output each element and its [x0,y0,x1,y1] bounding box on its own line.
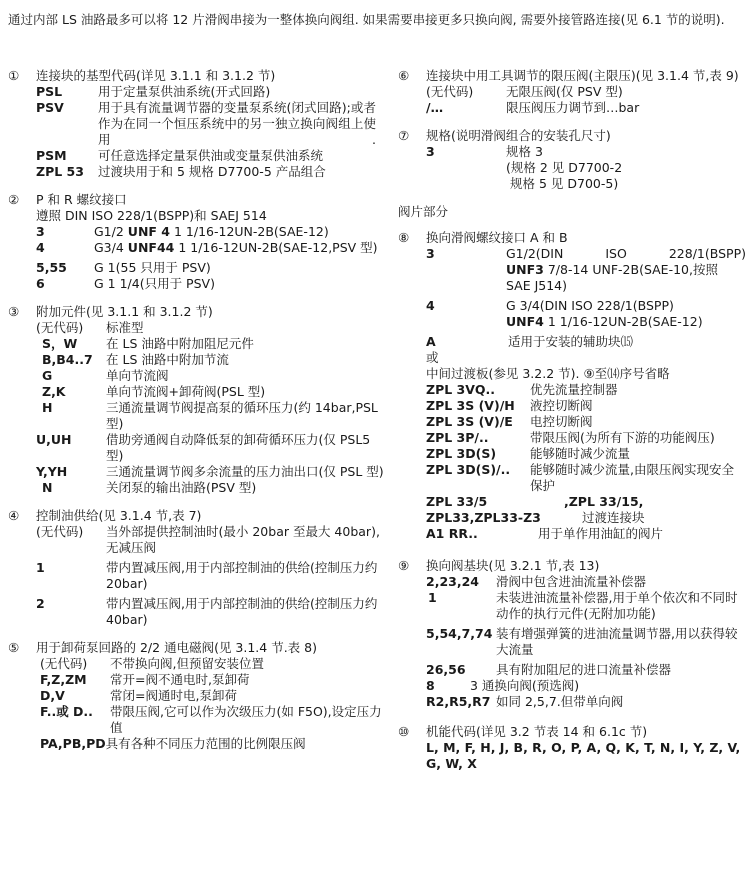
code: ZPL 53 [36,164,84,179]
section-title: 附加元件(见 3.1.1 和 3.1.2 节) [36,304,213,319]
code: ZPL 33/5 [426,494,488,509]
thread-unf: UNF3 [506,262,544,277]
description: 3 通换向阀(预选阀) [470,678,580,693]
description: 关闭泵的输出油路(PSV 型) [106,480,257,495]
code: ZPL 3S (V)/H [426,398,515,413]
code: ZPL 3D(S) [426,446,497,461]
description: 未装进油流量补偿器,用于单个依次和不同时动作的执行元件(无附加功能) [496,590,738,621]
section-title: P 和 R 螺纹接口 [36,192,127,207]
code: 1 [428,590,437,605]
standard-note: 遵照 DIN ISO 228/1(BSPP)和 SAEJ 514 [36,208,267,223]
section-number: ⑩ [398,724,410,739]
code: ZPL 3D(S)/.. [426,462,511,477]
middle-plate-note: 中间过渡板(参见 3.2.2 节). ⑨至⒁序号省略 [426,366,670,381]
section-7 [398,128,746,192]
section-title: 连接块的基型代码(详见 3.1.1 和 3.1.2 节) [36,68,276,83]
right-column [398,68,746,784]
thread-unf: UNF4 [506,314,544,329]
section-1 [8,68,388,180]
code: (无代码) [36,524,84,539]
description: 单向节流阀+卸荷阀(PSL 型) [106,384,266,399]
code: Z,K [42,384,66,399]
code: 4 [36,240,45,255]
section-2 [8,192,388,292]
code: (无代码) [36,320,84,335]
description: 规格 5 见 D700-5) [510,176,619,191]
section-number: ⑦ [398,128,410,143]
description: 优先流量控制器 [530,382,618,397]
code: 3 [36,224,45,239]
code: 8 [426,678,435,693]
code: U,UH [36,432,72,447]
description: 带限压阀,它可以作为次级压力(如 F5O),设定压力值 [110,704,382,735]
intro-paragraph: 通过内部 LS 油路最多可以将 12 片滑阀串接为一整体换向阀组. 如果需要串接更多只换向阀, 需要外接管路连接(见 6.1 节的说明). [8,12,725,27]
code: 6 [36,276,45,291]
code: 3 [426,144,435,159]
code: PA,PB,PD [40,736,106,751]
code: PSV [36,100,64,115]
description: 规格 3 [506,144,543,159]
description: (规格 2 见 D7700-2 [506,160,623,175]
description: 电控切断阀 [530,414,593,429]
thread-g: G 1(55 只用于 PSV) [94,260,211,275]
code: ZPL33,ZPL33-Z3 [426,510,541,525]
section-number: ① [8,68,20,83]
code: F..或 D.. [40,704,93,719]
section-title: 换向阀基块(见 3.2.1 节,表 13) [426,558,600,573]
thread-un: 7/8-14 UNF-2B(SAE-10,按照 SAE J514) [506,262,718,293]
left-column [8,68,388,764]
code: Y,YH [36,464,68,479]
description: 适用于安装的辅助块⒂ [508,334,634,349]
code: 1 [36,560,45,575]
description: 不带换向阀,但预留安装位置 [110,656,264,671]
code: H [42,400,53,415]
code: A [426,334,436,349]
section-number: ⑧ [398,230,410,245]
code: F,Z,ZM [40,672,87,687]
code: 2,23,24 [426,574,479,589]
section-number: ② [8,192,20,207]
code: ZPL 3S (V)/E [426,414,513,429]
description: 限压阀压力调节到…bar [506,100,640,115]
section-number: ⑨ [398,558,410,573]
description: 具有附加阻尼的进口流量补偿器 [496,662,672,677]
code: (无代码) [426,84,474,99]
section-number: ⑥ [398,68,410,83]
description: 用于单作用油缸的阀片 [538,526,664,541]
description: 无限压阀(仅 PSV 型) [506,84,623,99]
description: 在 LS 油路中附加阻尼元件 [106,336,254,351]
section-title: 连接块中用工具调节的限压阀(主限压)(见 3.1.4 节,表 9) [426,68,739,83]
function-codes: L, M, F, H, J, B, R, O, P, A, Q, K, T, N, I, Y, Z, V, G, W, X [426,740,741,771]
thread-un: 1 1/16-12UN-2B(SAE-12) [173,224,329,239]
description: 常闭=阀通时电,泵卸荷 [110,688,237,703]
code: 3 [426,246,435,261]
description: 过渡连接块 [582,510,645,525]
description: 标准型 [106,320,144,335]
description: 带内置减压阀,用于内部控制油的供给(控制压力约 40bar) [106,596,378,627]
code: ZPL 3P/.. [426,430,489,445]
description: 三通流量调节阀提高泵的循环压力(约 14bar,PSL 型) [106,400,378,431]
description: 具有各种不同压力范围的比例限压阀 [105,736,306,751]
section-6 [398,68,746,116]
code: ZPL 3VQ.. [426,382,496,397]
code: S，W [42,336,78,351]
code: 2 [36,596,45,611]
code: 5,54,7,74 [426,626,493,641]
thread-g: G3/4 [94,240,124,255]
section-10 [398,724,746,772]
description: 用于定量泵供油系统(开式回路) [98,84,271,99]
section-title: 控制油供给(见 3.1.4 节,表 7) [36,508,202,523]
description: 能够随时减少流量,由限压阀实现安全保护 [530,462,734,493]
code: R2,R5,R7 [426,694,491,709]
description: 单向节流阀 [106,368,169,383]
thread-g: G1/2 [94,224,124,239]
description: 三通流量调节阀多余流量的压力油出口(仅 PSL 型) [106,464,384,479]
thread-unf: UNF 4 [127,224,170,239]
code: D,V [40,688,65,703]
section-5 [8,640,388,752]
description: 带内置减压阀,用于内部控制油的供给(控制压力约 20bar) [106,560,378,591]
description: 可任意选择定量泵供油或变量泵供油系统 [98,148,324,163]
thread-un: 1 1/16-12UN-2B(SAE-12) [547,314,703,329]
description: 带限压阀(为所有下游的功能阀压) [530,430,715,445]
code: PSL [36,84,63,99]
section-title: 换向滑阀螺纹接口 A 和 B [426,230,568,245]
section-title: 机能代码(详见 3.2 节表 14 和 6.1c 节) [426,724,648,739]
description: 当外部提供控制油时(最小 20bar 至最大 40bar),无减压阀 [106,524,380,555]
thread-g: G 3/4(DIN ISO 228/1(BSPP) [506,298,674,313]
valve-section-heading: 阀片部分 [398,204,449,219]
section-3 [8,304,388,496]
code: G [42,368,53,383]
section-9 [398,558,746,710]
section-4 [8,508,388,628]
code: (无代码) [40,656,88,671]
description: 装有增强弹簧的进油流量调节器,用以获得较大流量 [496,626,738,657]
code: A1 RR.. [426,526,478,541]
description: 能够随时减少流量 [530,446,631,461]
description: 常开=阀不通电时,泵卸荷 [110,672,250,687]
description: 如同 2,5,7.但带单向阀 [496,694,624,709]
section-number: ⑤ [8,640,20,655]
description: 用于具有流量调节器的变量泵系统(闭式回路);或者作为在同一个恒压系统中的另一独立换向阀组上使用. [98,100,376,147]
code: 26,56 [426,662,466,677]
thread-g: G 1 1/4(只用于 PSV) [94,276,215,291]
code: PSM [36,148,67,163]
code: B,B4..7 [42,352,93,367]
or-text: 或 [426,350,439,365]
description: 借助旁通阀自动降低泵的卸荷循环压力(仅 PSL5 型) [106,432,371,463]
thread-unf: UNF44 [127,240,175,255]
section-title: 用于卸荷泵回路的 2/2 通电磁阀(见 3.1.4 节.表 8) [36,640,317,655]
code: /… [426,100,444,115]
code: N [42,480,53,495]
section-number: ③ [8,304,20,319]
description: 滑阀中包含进油流量补偿器 [496,574,647,589]
code: 5,55 [36,260,67,275]
code: ,ZPL 33/15, [564,494,644,509]
description: 在 LS 油路中附加节流 [106,352,229,367]
section-title: 规格(说明滑阀组合的安装孔尺寸) [426,128,611,143]
description: 液控切断阀 [530,398,593,413]
code: 4 [426,298,435,313]
thread-g: G1/2(DIN ISO 228/1(BSPP) [506,246,746,261]
section-8 [398,230,746,542]
section-number: ④ [8,508,20,523]
description: 过渡块用于和 5 规格 D7700-5 产品组合 [98,164,326,179]
thread-un: 1 1/16-12UN-2B(SAE-12,PSV 型) [178,240,378,255]
